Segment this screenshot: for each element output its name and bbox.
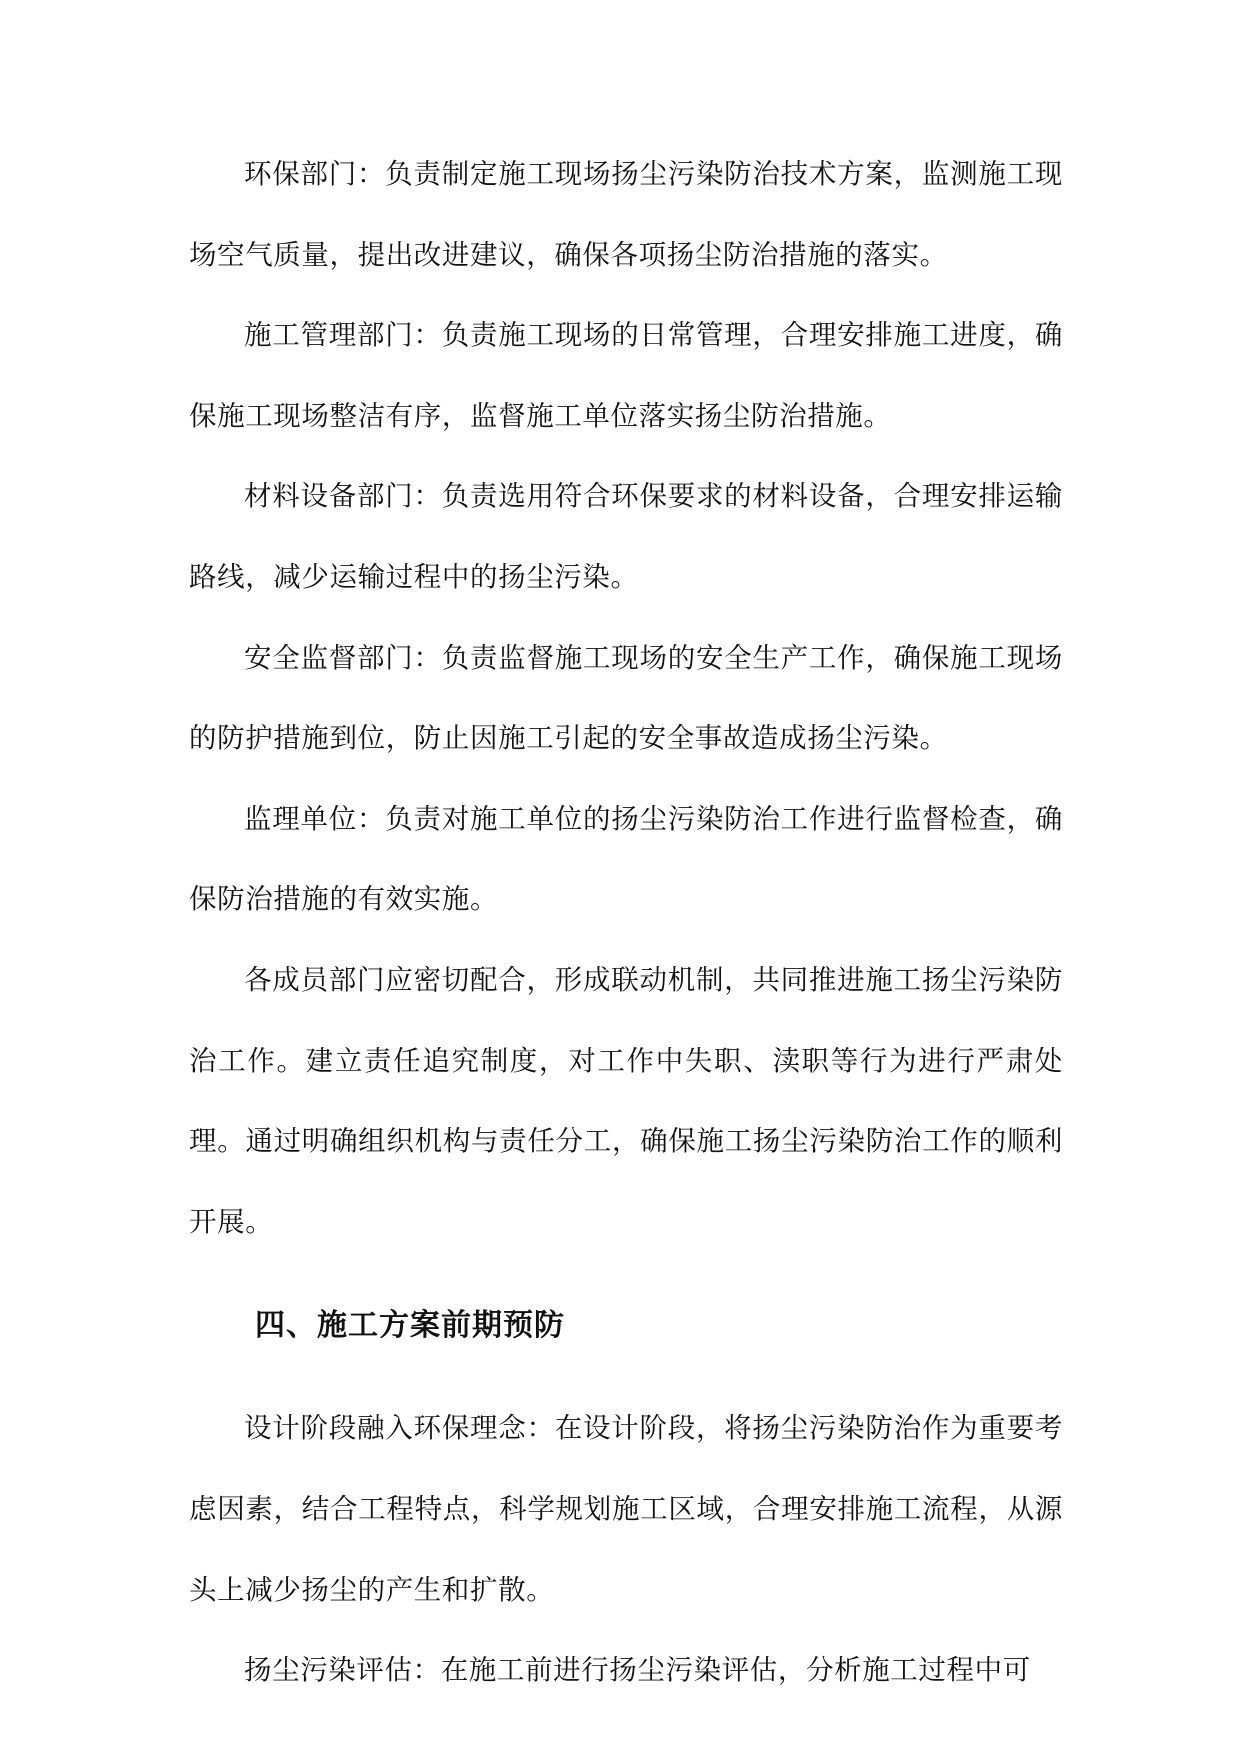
paragraph-design-stage: 设计阶段融入环保理念：在设计阶段，将扬尘污染防治作为重要考虑因素，结合工程特点，科学规划施工区域，合理安排施工流程，从源头上减少扬尘的产生和扩散。 [189, 1412, 1063, 1606]
paragraph-materials-equipment-dept: 材料设备部门：负责选用符合环保要求的材料设备，合理安排运输路线，减少运输过程中的扬尘污染。 [189, 480, 1063, 593]
paragraph-dust-assessment: 扬尘污染评估：在施工前进行扬尘污染评估，分析施工过程中可 [244, 1654, 1031, 1687]
section-heading: 四、施工方案前期预防 [255, 1308, 565, 1344]
paragraph-safety-supervision-dept: 安全监督部门：负责监督施工现场的安全生产工作，确保施工现场的防护措施到位，防止因施工引起的安全事故造成扬尘污染。 [189, 641, 1063, 755]
paragraph-environmental-dept: 环保部门：负责制定施工现场扬尘污染防治技术方案，监测施工现场空气质量，提出改进建议，确保各项扬尘防治措施的落实。 [189, 158, 1063, 271]
paragraph-coordination: 各成员部门应密切配合，形成联动机制，共同推进施工扬尘污染防治工作。建立责任追究制度，对工作中失职、渎职等行为进行严肃处理。通过明确组织机构与责任分工，确保施工扬尘污染防治工作的顺利开展。 [189, 963, 1063, 1238]
paragraph-construction-management-dept: 施工管理部门：负责施工现场的日常管理，合理安排施工进度，确保施工现场整洁有序，监督施工单位落实扬尘防治措施。 [189, 319, 1063, 432]
document-body [189, 134, 1063, 1711]
paragraph-supervision-unit: 监理单位：负责对施工单位的扬尘污染防治工作进行监督检查，确保防治措施的有效实施。 [189, 802, 1063, 916]
